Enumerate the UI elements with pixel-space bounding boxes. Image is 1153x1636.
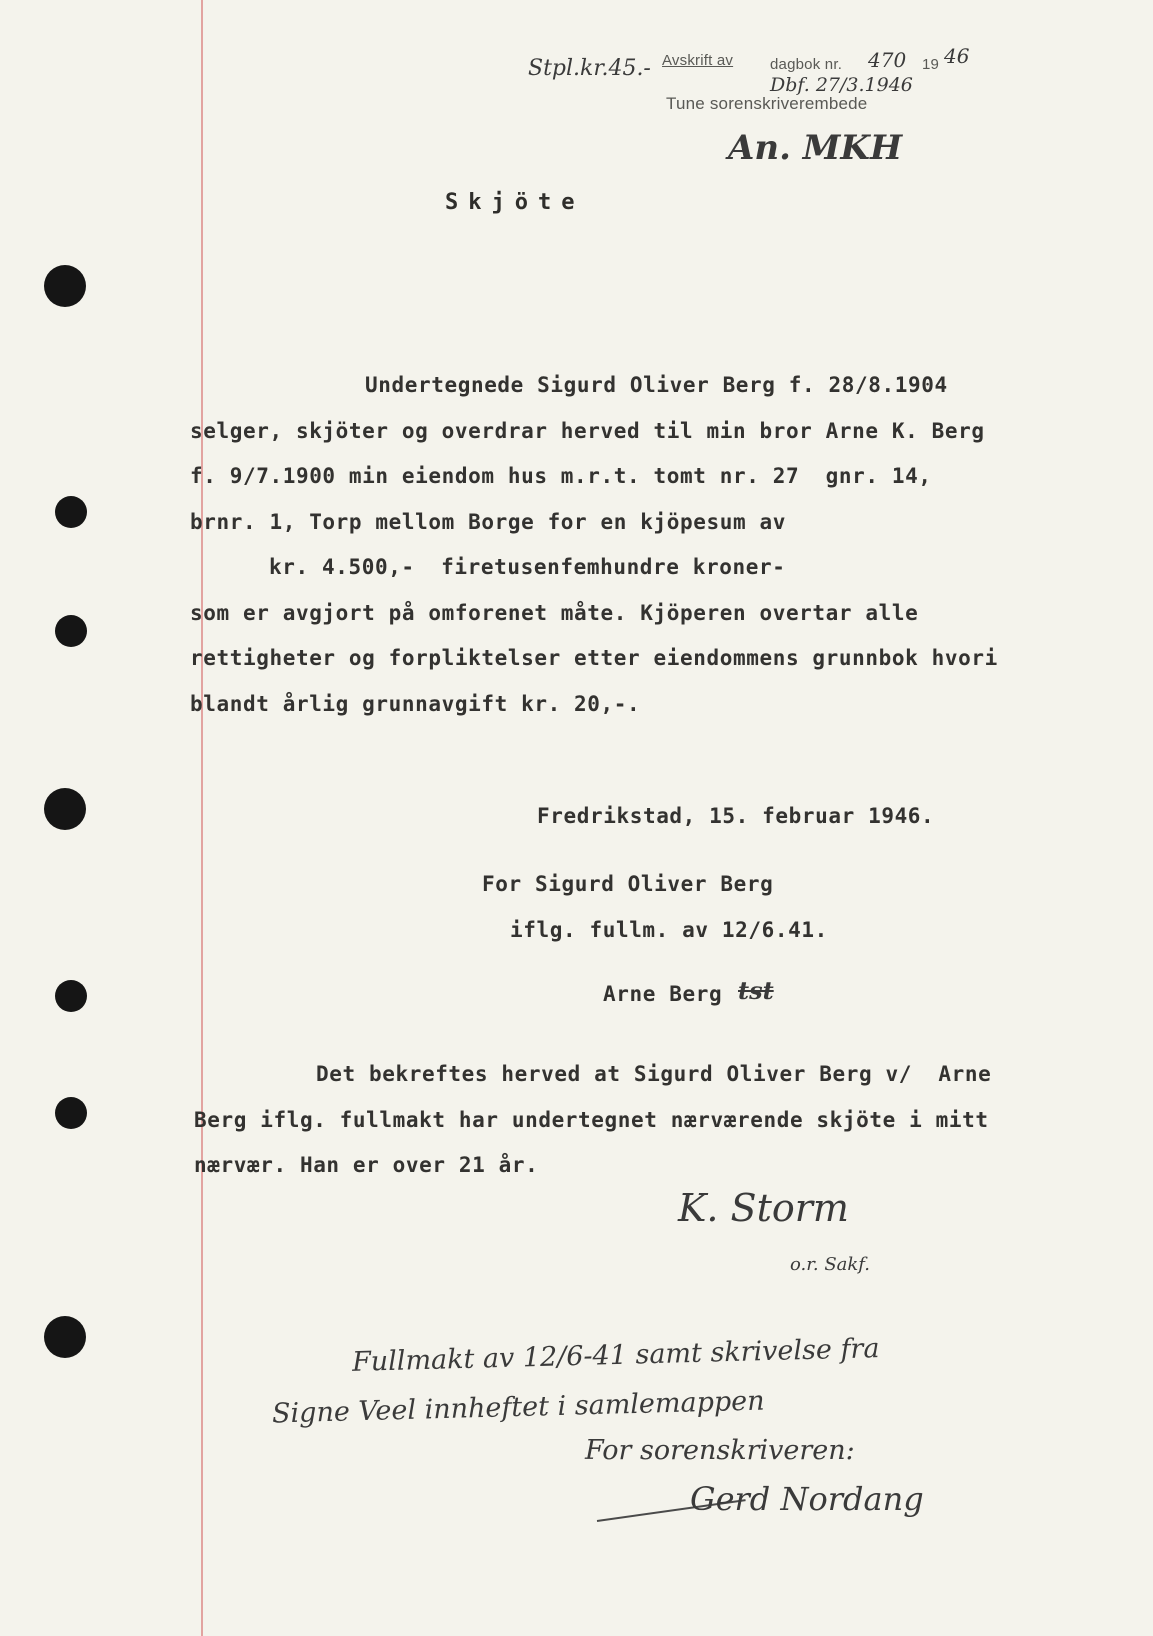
body-line: Undertegnede Sigurd Oliver Berg f. 28/8.1904 bbox=[365, 373, 948, 397]
signer-name: Arne Berg bbox=[603, 982, 723, 1006]
punch-hole-icon bbox=[44, 788, 86, 830]
year-prefix: 19 bbox=[922, 56, 940, 73]
witness-title: o.r. Sakf. bbox=[790, 1254, 871, 1275]
stapl-note: Stpl.kr.45.- bbox=[528, 56, 651, 81]
confirm-line: Berg iflg. fullmakt har undertegnet nærværende skjöte i mitt bbox=[194, 1108, 989, 1132]
body-line: kr. 4.500,- firetusenfemhundre kroner- bbox=[269, 555, 786, 579]
signer-mark: tst bbox=[738, 976, 774, 1005]
body-line: rettigheter og forpliktelser etter eiendommens grunnbok hvori bbox=[190, 646, 998, 670]
for-line: For Sigurd Oliver Berg bbox=[482, 872, 774, 896]
body-line: brnr. 1, Torp mellom Borge for en kjöpesum av bbox=[190, 510, 786, 534]
body-line: blandt årlig grunnavgift kr. 20,-. bbox=[190, 692, 641, 716]
office-name: Tune sorenskriverembede bbox=[666, 94, 868, 113]
document-title: Skjöte bbox=[445, 190, 585, 215]
stamp-initials: An. MKH bbox=[728, 128, 903, 168]
confirm-line: nærvær. Han er over 21 år. bbox=[194, 1153, 539, 1177]
punch-hole-icon bbox=[44, 1316, 86, 1358]
note-line-1: Fullmakt av 12/6-41 samt skrivelse fra bbox=[351, 1333, 880, 1378]
fullm-line: iflg. fullm. av 12/6.41. bbox=[510, 918, 828, 942]
punch-hole-icon bbox=[55, 615, 87, 647]
body-line: f. 9/7.1900 min eiendom hus m.r.t. tomt nr. 27 gnr. 14, bbox=[190, 464, 932, 488]
margin-rule bbox=[201, 0, 203, 1636]
body-line: som er avgjort på omforenet måte. Kjöperen overtar alle bbox=[190, 601, 919, 625]
dagbok-number: 470 bbox=[868, 48, 907, 72]
punch-hole-icon bbox=[55, 1097, 87, 1129]
punch-hole-icon bbox=[55, 980, 87, 1012]
note-line-3: For sorenskriveren: bbox=[585, 1435, 855, 1466]
stamp-prefix: Avskrift av bbox=[662, 52, 734, 69]
body-line: selger, skjöter og overdrar herved til min bror Arne K. Berg bbox=[190, 419, 985, 443]
note-line-2: Signe Veel innheftet i samlemappen bbox=[271, 1385, 765, 1430]
witness-signature: K. Storm bbox=[678, 1186, 849, 1230]
date-note: Dbf. 27/3.1946 bbox=[770, 74, 913, 96]
place-date: Fredrikstad, 15. februar 1946. bbox=[537, 804, 935, 828]
stamp-dagbok-label: dagbok nr. bbox=[770, 56, 843, 73]
confirm-line: Det bekreftes herved at Sigurd Oliver Berg v/ Arne bbox=[316, 1062, 992, 1086]
punch-hole-icon bbox=[55, 496, 87, 528]
year-suffix: 46 bbox=[944, 44, 970, 68]
clerk-signature: Gerd Nordang bbox=[690, 1480, 924, 1518]
punch-hole-icon bbox=[44, 265, 86, 307]
